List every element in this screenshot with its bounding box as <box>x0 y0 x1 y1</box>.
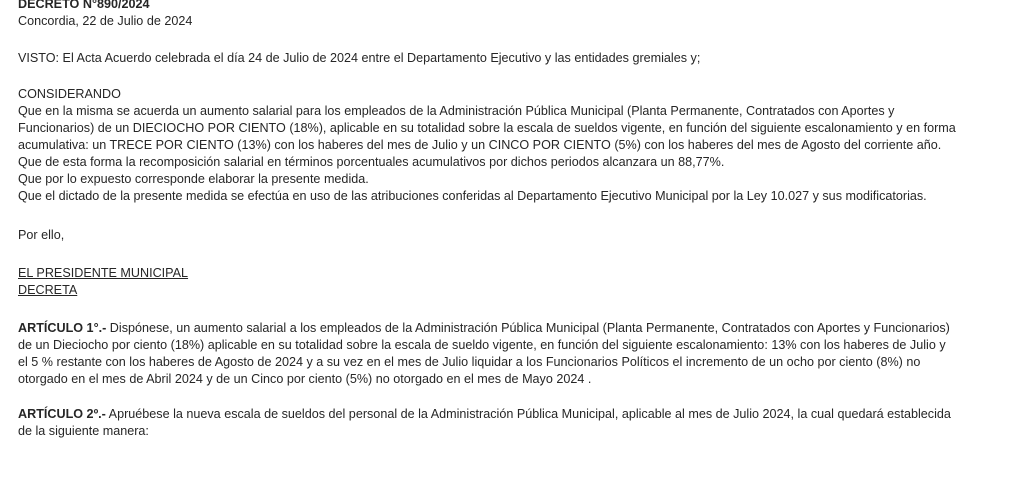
considerando-heading: CONSIDERANDO <box>18 87 121 101</box>
article-1-first-line <box>18 320 1018 337</box>
decree-title: DECRETO N°890/2024 <box>18 0 150 11</box>
considerando-line: acumulativa: un TRECE POR CIENTO (13%) con los haberes del mes de Julio y un CINCO POR CIENTO (5%) con los haberes del mes de Agosto del corriente año. <box>18 138 942 152</box>
considerando-section <box>18 86 1018 205</box>
considerando-line: Que el dictado de la presente medida se efectúa en uso de las atribuciones conferidas al Departamento Ejecutivo Municipal por la Ley 10.027 y sus modificatorias. <box>18 189 927 203</box>
article-1-line: de un Dieciocho por ciento (18%) aplicable en su totalidad sobre la escala de sueldo vigente, en función del siguiente escalonamiento: 13% con los haberes de Julio y <box>18 338 946 352</box>
article-2-text: Apruébese la nueva escala de sueldos del personal de la Administración Pública Municipal, aplicable al mes de Julio 2024, la cual quedará establecida <box>105 407 951 421</box>
authority-verb: DECRETA <box>18 283 78 297</box>
article-1-label: ARTÍCULO 1°.- <box>18 321 107 335</box>
por-ello-text: Por ello, <box>18 228 65 242</box>
article-1-line: otorgado en el mes de Abril 2024 y de un Cinco por ciento (5%) no otorgado en el mes de Mayo 2024 . <box>18 372 592 386</box>
considerando-line: Que de esta forma la recomposición salarial en términos porcentuales acumulativos por dichos periodos alcanzara un 88,77%. <box>18 155 725 169</box>
visto-paragraph: VISTO: El Acta Acuerdo celebrada el día 24 de Julio de 2024 entre el Departamento Ejecutivo y las entidades gremiales y; <box>18 51 701 65</box>
decree-document <box>18 0 1018 440</box>
considerando-line: Funcionarios) de un DIECIOCHO POR CIENTO (18%), aplicable en su totalidad sobre la escala de sueldos vigente, en función del siguiente escalonamiento y en forma <box>18 121 956 135</box>
article-1-line: el 5 % restante con los haberes de Agosto de 2024 y a su vez en el mes de Julio liquidar a los Funcionarios Políticos el incremento de un ocho por ciento (8%) no <box>18 355 921 369</box>
article-2-line: de la siguiente manera: <box>18 424 149 438</box>
considerando-line: Que en la misma se acuerda un aumento salarial para los empleados de la Administración Pública Municipal (Planta Permanente, Contratados con Aportes y <box>18 104 895 118</box>
article-1-text: Dispónese, un aumento salarial a los empleados de la Administración Pública Municipal (Planta Permanente, Contratados con Aportes y Funcionarios) <box>106 321 950 335</box>
article-2-first-line <box>18 406 1018 423</box>
considerando-line: Que por lo expuesto corresponde elaborar la presente medida. <box>18 172 369 186</box>
article-2 <box>18 406 1018 440</box>
place-date: Concordia, 22 de Julio de 2024 <box>18 14 193 28</box>
authority-title: EL PRESIDENTE MUNICIPAL <box>18 266 189 280</box>
article-1 <box>18 320 1018 388</box>
article-2-label: ARTÍCULO 2º.- <box>18 407 106 421</box>
